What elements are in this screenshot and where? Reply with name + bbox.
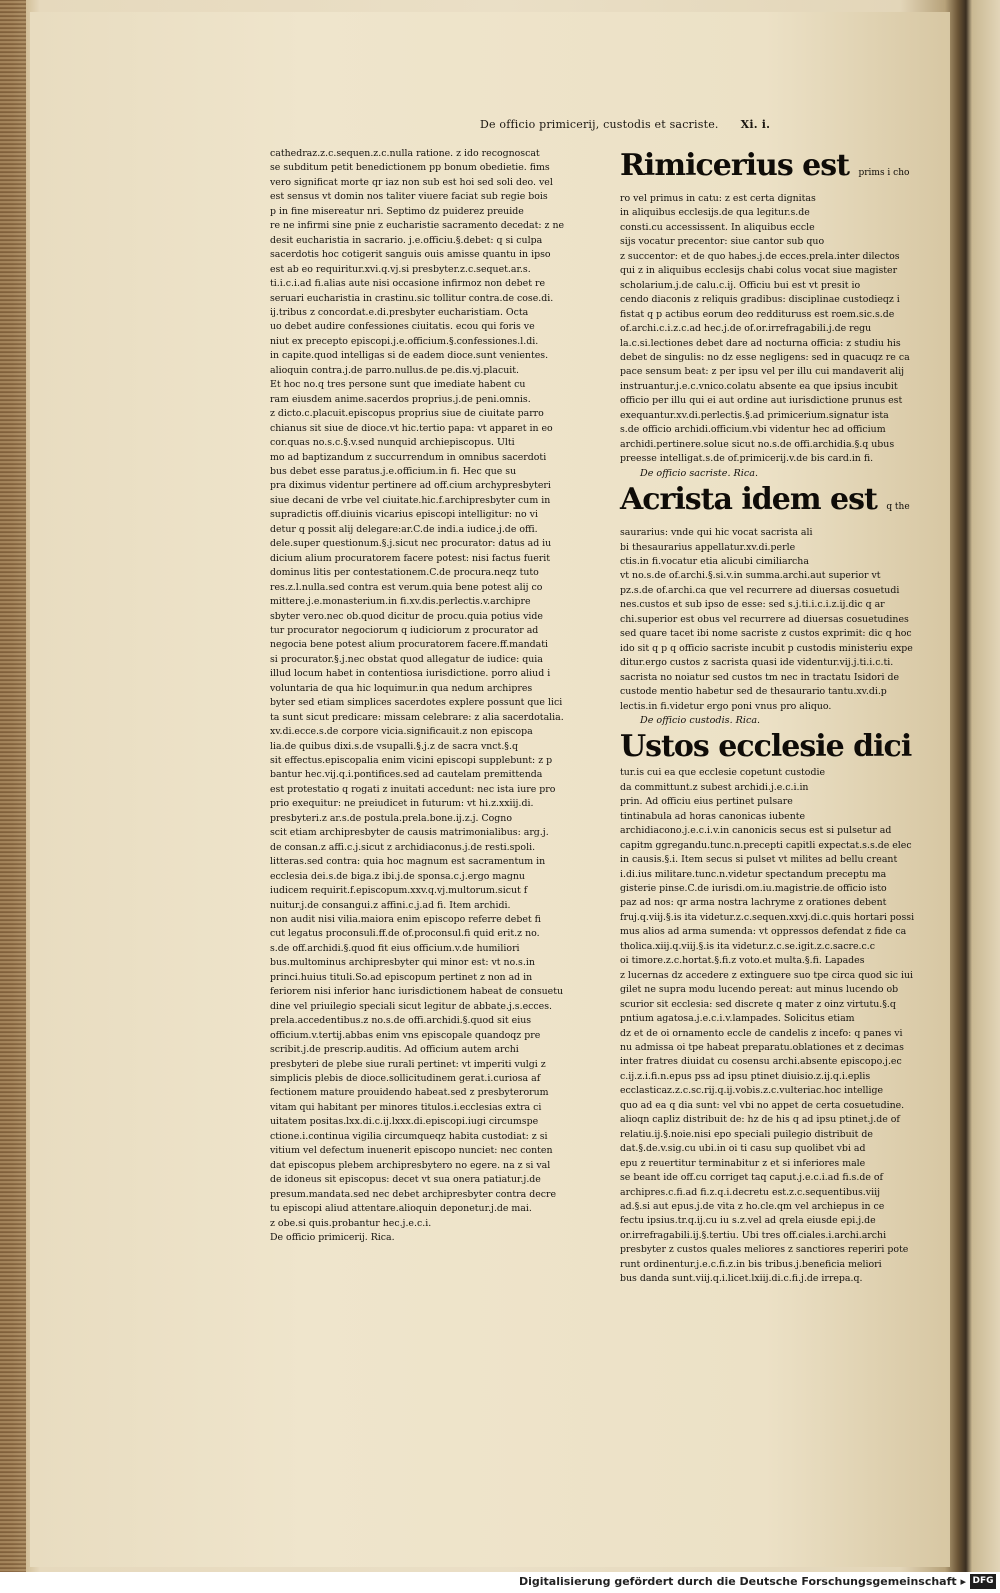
text-line: desit eucharistia in sacrario. j.e.officiu.§.debet: q si culpa [270,234,543,246]
text-line: tu episcopi aliud attentare.alioquin deponetur.j.de mai. [270,1203,532,1215]
text-line: nuitur.j.de consangui.z affini.c.j.ad fi. Item archidi. [270,899,511,911]
text-line: scribit.j.de prescrip.auditis. Ad officium autem archi [270,1044,519,1056]
text-line: est ab eo requiritur.xvi.q.vj.si presbyter.z.c.sequet.ar.s. [270,263,531,275]
text-line: sacrista no noiatur sed custos tm nec in tractatu Isidori de [620,671,899,683]
footer-bar [0,1572,1000,1593]
dfg-logo: DFG [970,1574,996,1589]
text-line: presbyteri de plebe siue rurali pertinet: vt imperiti vulgi z [270,1058,546,1070]
text-line: fistat q p actibus eorum deo reddituruss est roem.sic.s.de [620,308,895,320]
text-line: gilet ne supra modu lucendo pereat: aut minus lucendo ob [620,984,899,996]
text-line: paz ad nos: qr arma nostra lachryme z orationes debent [620,897,887,909]
custos-text [620,766,940,1286]
text-line: fectionem mature prouidendo habeat.sed z presbyterorum [270,1087,549,1099]
text-line: ij.tribus z concordat.e.di.presbyter eucharistiam. Octa [270,306,529,318]
text-line: saurarius: vnde qui hic vocat sacrista ali [620,527,813,539]
text-line: exequantur.xv.di.perlectis.§.ad primicerium.signatur ista [620,409,889,421]
text-line: qui z in aliquibus ecclesijs chabi colus vocat siue magister [620,265,898,277]
text-line: scholarium.j.de calu.c.ij. Officiu bui est vt presit io [620,279,861,291]
text-line: la.c.si.lectiones debet dare ad nocturna officia: z studiu his [620,337,901,349]
text-line: mo ad baptizandum z succurrendum in omnibus sacerdoti [270,451,547,463]
text-line: tintinabula ad horas canonicas iubente [620,810,806,822]
text-line: of.archi.c.i.z.c.ad hec.j.de of.or.irrefragabili.j.de regu [620,323,872,335]
text-line: sed quare tacet ibi nome sacriste z custos exprimit: dic q hoc [620,628,912,640]
text-line: capitm ggregandu.tunc.n.precepti capitli expectat.s.s.de elec [620,839,912,851]
text-line: pace sensum beat: z per ipsu vel per illu cui mandaverit alij [620,366,905,378]
text-line: oi timore.z.c.hortat.§.fi.z voto.et multa.§.fi. Lapades [620,955,865,967]
text-line: dat.§.de.v.sig.cu ubi.in oi ti casu sup quolibet vbi ad [620,1143,866,1155]
text-line: inter fratres diuidat cu cosensu archi.absente episcopo.j.ec [620,1056,902,1068]
primicerius-heading: Rimicerius est prims i cho [620,148,910,183]
text-line: non audit nisi vilia.maiora enim episcopo referre debet fi [270,914,541,926]
text-line: ctione.i.continua vigilia circumqueqz habita custodiat: z si [270,1130,548,1142]
text-line: ctis.in fi.vocatur etia alicubi cimiliarcha [620,555,809,567]
text-line: presbyteri.z ar.s.de postula.prela.bone.ij.z.j. Cogno [270,812,512,824]
text-line: litteras.sed contra: quia hoc magnum est sacramentum in [270,856,546,868]
primicerius-text [620,192,940,467]
text-line: scit etiam archipresbyter de causis matrimonialibus: arg.j. [270,827,549,839]
text-line: tur.is cui ea que ecclesie copetunt custodie [620,767,826,779]
text-line: Et hoc no.q tres persone sunt que imediate habent cu [270,379,526,391]
sacrista-text [620,526,940,714]
text-line: bus.multominus archipresbyter qui minor est: vt no.s.in [270,957,535,969]
text-line: preesse intelligat.s.de of.primicerij.v.de bis card.in fi. [620,453,874,465]
text-line: ditur.ergo custos z sacrista quasi ide videntur.vij.j.ti.i.c.ti. [620,657,894,669]
primicerius-section [620,149,940,467]
text-line: z obe.si quis.probantur hec.j.e.c.i. [270,1217,432,1229]
text-line: custode mentio habetur sed de thesaurario tantu.xv.di.p [620,686,887,698]
text-line: vitam qui habitant per minores titulos.i.ecclesias extra ci [270,1101,542,1113]
text-line: archipres.c.fi.ad fi.z.q.i.decretu est.z.c.sequentibus.viij [620,1186,880,1198]
text-line: gisterie pinse.C.de iurisdi.om.iu.magistrie.de officio isto [620,883,887,895]
text-line: dat episcopus plebem archipresbytero no egere. na z si val [270,1159,551,1171]
text-line: cor.quas no.s.c.§.v.sed nunquid archiepiscopus. Ulti [270,437,515,449]
text-line: prio exequitur: ne preiudicet in futurum: vt hi.z.xxiij.di. [270,798,534,810]
custos-section [620,730,940,1286]
text-line: dele.super questionum.§.j.sicut nec procurator: datus ad iu [270,538,552,550]
text-line: presbyter z custos quales meliores z sanctiores reperiri pote [620,1244,909,1256]
text-line: simplicis plebis de dioce.sollicitudinem gerat.i.curiosa af [270,1073,541,1084]
text-line: bus debet esse paratus.j.e.officium.in fi. Hec que su [270,465,517,477]
text-line: mus alios ad arma sumenda: vt oppressos defendat z fide ca [620,926,907,938]
text-line: pz.s.de of.archi.ca que vel recurrere ad diuersas cosuetudi [620,584,900,596]
text-line: feriorem nisi inferior hanc iurisdictionem habeat de consuetu [270,986,564,998]
text-line: vero significat morte qr iaz non sub est hoi sed soli deo. vel [270,176,553,188]
text-line: chi.superior est obus vel recurrere ad diuersas cosuetudines [620,613,909,625]
text-line: uo debet audire confessiones ciuitatis. ecou qui foris ve [270,321,535,333]
text-line: archidi.pertinere.solue sicut no.s.de offi.archidia.§.q ubus [620,438,895,450]
text-line: de idoneus sit episcopus: decet vt sua onera patiatur.j.de [270,1174,541,1186]
text-line: mittere.j.e.monasterium.in fi.xv.dis.perlectis.v.archipre [270,596,531,608]
text-line: c.ij.z.i.fi.n.epus pss ad ipsu ptinet diuisio.z.ij.q.i.eplis [620,1070,871,1082]
text-line: fruj.q.viij.§.is ita videtur.z.c.sequen.xxvj.di.c.quis hortari possi [620,911,915,923]
text-line: scurior sit ecclesia: sed discrete q mater z oinz virtutu.§.q [620,998,896,1010]
sacrista-section [620,483,940,714]
text-line: z dicto.c.placuit.episcopus proprius siue de ciuitate parro [270,408,544,420]
text-line: presum.mandata.sed nec debet archipresbyter contra decre [270,1188,557,1200]
text-line: iudicem requirit.f.episcopum.xxv.q.vj.multorum.sicut f [270,885,528,897]
text-line: ido sit q p q officio sacriste incubit p custodis ministeriu expe [620,642,913,654]
text-line: ecclasticaz.z.c.sc.rij.q.ij.vobis.z.c.vulteriac.hoc intellige [620,1085,884,1097]
text-line: consti.cu accessissent. In aliquibus eccle [620,221,815,233]
text-line: ad.§.si aut epus.j.de vita z ho.cle.qm vel archiepus in ce [620,1201,885,1212]
text-line: cut legatus proconsuli.ff.de of.proconsul.fi quid erit.z no. [270,928,540,940]
text-line: z lucernas dz accedere z extinguere suo tpe circa quod sic iui [620,969,913,981]
text-line: uitatem positas.lxx.di.c.ij.lxxx.di.episcopi.iugi circumspe [270,1116,539,1128]
text-line: chianus sit siue de dioce.vt hic.tertio papa: vt apparet in eo [270,422,553,434]
funding-credit: Digitalisierung gefördert durch die Deutsche Forschungsgemeinschaft ▸ [518,1575,966,1588]
sacrista-heading: Acrista idem est q the [620,482,910,518]
text-line: dz et de oi ornamento eccle de candelis z incefo: q panes vi [620,1027,903,1039]
custos-rubric: De officio custodis. Rica. [640,714,761,726]
text-line: cendo diaconis z reliquis gradibus: disciplinae custodieqz i [620,294,900,306]
folio-number: Xi. i. [740,118,771,131]
text-line: in causis.§.i. Item secus si pulset vt milites ad bellu creant [620,854,898,866]
right-column-text [620,147,940,1287]
text-line: officium.v.tertij.abbas enim vns episcopale quandoqz pre [270,1029,541,1041]
left-column-text [270,147,575,1245]
text-line: ro vel primus in catu: z est certa dignitas [620,193,816,204]
text-line: ta sunt sicut predicare: missam celebrare: z alia sacerdotalia. [270,711,564,723]
text-line: prela.accedentibus.z no.s.de offi.archidi.§.quod sit eius [270,1015,532,1027]
text-line: i.di.ius militare.tunc.n.videtur spectandum preceptu ma [620,868,887,880]
text-line: de consan.z affi.c.j.sicut z archidiaconus.j.de resti.spoli. [270,841,536,853]
text-line: fectu ipsius.tr.q.ij.cu iu s.z.vel ad qrela eiusde epi.j.de [620,1215,876,1227]
text-line: si procurator.§.j.nec obstat quod allegatur de iudice: quia [270,653,543,665]
text-line: res.z.l.nulla.sed contra est verum.quia bene potest alij co [270,581,543,593]
text-line: prin. Ad officiu eius pertinet pulsare [620,796,793,808]
text-line: ti.i.c.i.ad fi.alias aute nisi occasione infirmoz non debet re [270,278,546,290]
text-line: dine vel priuilegio speciali sicut legitur de abbate.j.s.ecces. [270,1000,552,1012]
text-line: se beant ide off.cu corriget taq caput.j.e.c.i.ad fi.s.de of [620,1172,883,1184]
text-line: ram eiusdem anime.sacerdos proprius.j.de peni.omnis. [270,393,531,405]
text-line: sit effectus.episcopalia enim vicini episcopi supplebunt: z p [270,755,553,767]
text-line: alioqn capliz distribuit de: hz de his q ad ipsu ptinet.j.de of [620,1114,900,1126]
text-line: dominus litis per contestationem.C.de procura.neqz tuto [270,567,539,579]
text-line: in capite.quod intelligas si de eadem dioce.sunt venientes. [270,350,549,362]
text-line: siue decani de vrbe vel ciuitate.hic.f.archipresbyter cum in [270,494,551,506]
text-line: voluntaria de qua hic loquimur.in qua nedum archipres [270,682,533,694]
text-line: tur procurator negociorum q iudiciorum z procurator ad [270,624,539,636]
text-line: lia.de quibus dixi.s.de vsupalli.§.j.z de sacra vnct.§.q [270,740,518,752]
text-line: archidiacono.j.e.c.i.v.in canonicis secus est si pulsetur ad [620,825,892,837]
text-line: runt ordinentur.j.e.c.fi.z.in bis tribus.j.beneficia meliori [620,1258,882,1270]
text-line: dicium alium procuratorem facere potest: nisi factus fuerit [270,552,551,564]
text-line: sbyter vero.nec ob.quod dicitur de procu.quia potius vide [270,610,543,622]
text-line: byter sed etiam simplices sacerdotes explere possunt que lici [270,697,563,709]
text-line: re ne infirmi sine pnie z eucharistie sacramento decedat: z ne [270,220,565,232]
text-line: bus danda sunt.viij.q.i.licet.lxiij.di.c.fi.j.de irrepa.q. [620,1273,863,1285]
text-line: da committunt.z subest archidi.j.e.c.i.in [620,781,809,793]
next-page-edge [966,0,1000,1572]
text-line: quo ad ea q dia sunt: vel vbi no appet de certa cosuetudine. [620,1099,905,1111]
text-line: pra diximus videntur pertinere ad off.cium archypresbyteri [270,480,551,492]
text-line: officio per illu qui ei aut ordine aut iurisdictione prunus est [620,395,903,407]
text-line: cathedraz.z.c.sequen.z.c.nulla ratione. z ido recognoscat [270,148,540,159]
running-head [480,118,790,131]
text-line: est sensus vt domin nos taliter viuere faciat sub regie bois [270,191,548,203]
text-line: vitium vel defectum inuenerit episcopo nunciet: nec conten [270,1145,553,1157]
text-line: s.de officio archidi.officium.vbi videntur hec ad officium [620,424,886,436]
text-line: nes.custos et sub ipso de esse: sed s.j.ti.i.c.i.z.ij.dic q ar [620,599,885,611]
text-line: relatiu.ij.§.noie.nisi epo speciali puilegio distribuit de [620,1128,873,1140]
text-line: niut ex precepto episcopi.j.e.officium.§.confessiones.l.di. [270,335,539,347]
text-line: est protestatio q rogati z inuitati accedunt: nec ista iure pro [270,783,556,795]
text-line: seruari eucharistia in crastinu.sic tollitur contra.de cose.di. [270,292,554,304]
page-block-edge [0,0,26,1572]
text-line: ecclesia dei.s.de biga.z ibi.j.de sponsa.c.j.ergo magnu [270,870,525,882]
text-line: sacerdotis hoc cotigerit sanguis ouis amisse quantu in ipso [270,249,551,261]
running-head-title: De officio primicerij, custodis et sacriste. [480,118,719,131]
text-line: p in fine misereatur nri. Septimo dz puiderez preuide [270,205,524,217]
sacrista-rubric: De officio sacriste. Rica. [640,467,758,479]
text-line: s.de off.archidi.§.quod fit eius officium.v.de humiliori [270,942,520,954]
text-line: princi.huius tituli.So.ad episcopum pertinet z non ad in [270,971,533,983]
text-line: bi thesaurarius appellatur.xv.di.perle [620,541,796,553]
text-line: vt no.s.de of.archi.§.si.v.in summa.archi.aut superior vt [620,570,881,582]
text-line: pntium agatosa.j.e.c.i.v.lampades. Solicitus etiam [620,1013,855,1025]
text-line: xv.di.ecce.s.de corpore vicia.significauit.z non episcopa [270,726,533,738]
text-line: bantur hec.vij.q.i.pontifices.sed ad cautelam premittenda [270,769,543,781]
text-line: sijs vocatur precentor: siue cantor sub quo [620,236,825,248]
text-line: detur q possit alij delegare:ar.C.de indi.a iudice.j.de offi. [270,523,538,535]
text-line: in aliquibus ecclesijs.de qua legitur.s.de [620,207,810,219]
text-line: z succentor: et de quo habes.j.de ecces.prela.inter dilectos [620,250,900,262]
text-line: instruantur.j.e.c.vnico.colatu absente ea que ipsius incubit [620,380,898,392]
text-line: supradictis off.diuinis vicarius episcopi intelligitur: no vi [270,509,538,521]
text-line: illud locum habet in contentiosa iurisdictione. porro aliud i [270,668,551,680]
text-line: De officio primicerij. Rica. [270,1231,395,1243]
text-line: lectis.in fi.videtur ergo poni vnus pro aliquo. [620,700,832,712]
text-line: se subditum petit benedictionem pp bonum obedietie. fims [270,162,550,174]
text-line: debet de singulis: no dz esse negligens: sed in quacuqz re ca [620,351,910,363]
custos-heading: Ustos ecclesie dici [620,729,912,765]
text-line: negocia bene potest alium procuratorem facere.ff.mandati [270,639,549,651]
text-line: alioquin contra.j.de parro.nullus.de pe.dis.vj.placuit. [270,364,520,376]
text-line: tholica.xiij.q.viij.§.is ita videtur.z.c.se.igit.z.c.sacre.c.c [620,940,875,952]
text-line: nu admissa oi tpe habeat preparatu.oblationes et z decimas [620,1042,904,1054]
text-line: or.irrefragabili.ij.§.tertiu. Ubi tres off.ciales.i.archi.archi [620,1229,887,1241]
text-line: epu z reuertitur terminabitur z et si inferiores male [620,1157,866,1169]
